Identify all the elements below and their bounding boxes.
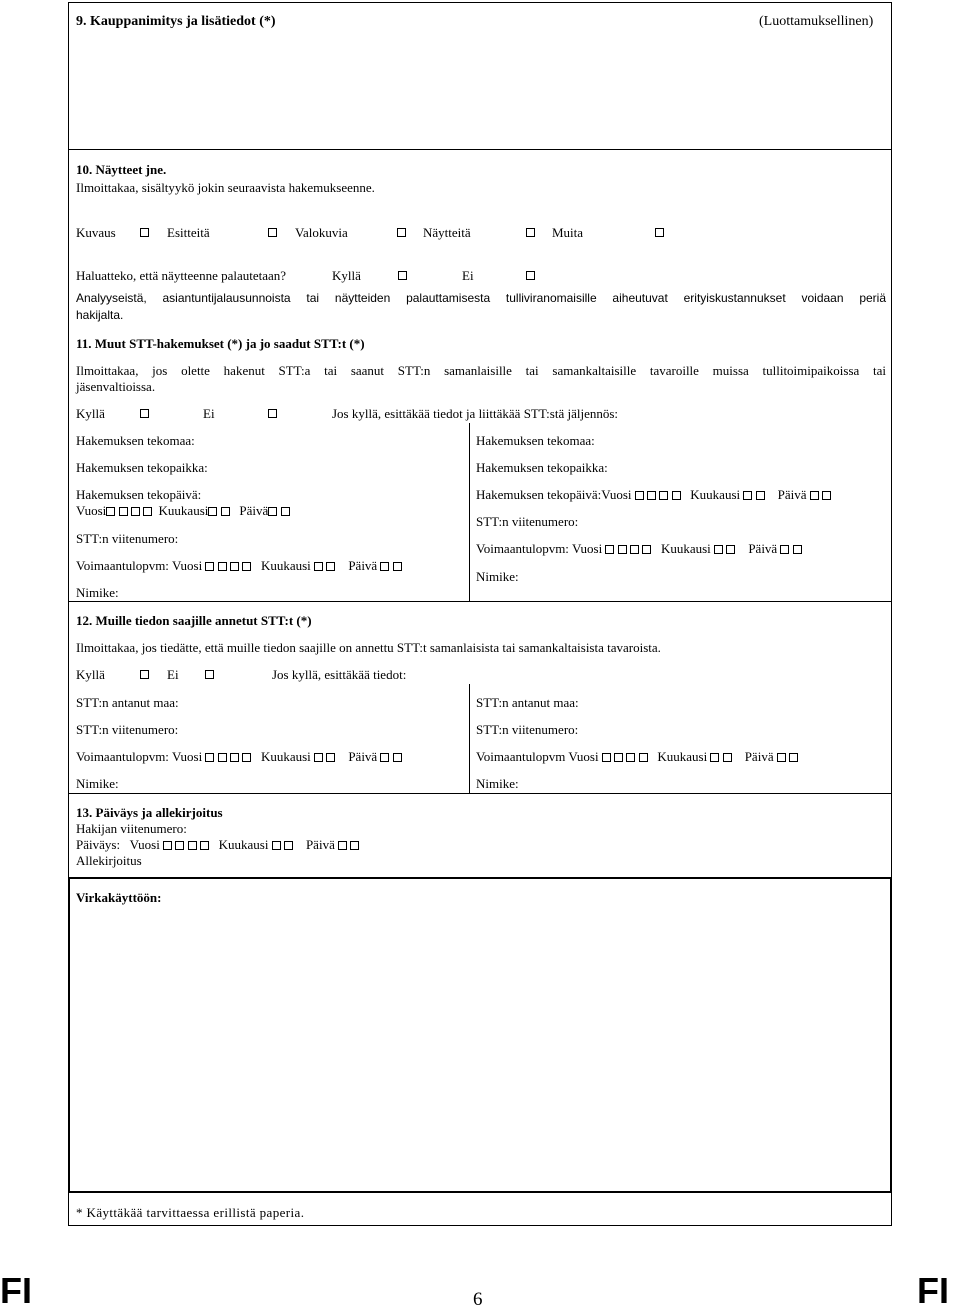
day-label: Päivä <box>239 503 269 518</box>
day-digit-box[interactable] <box>777 753 786 762</box>
attachment-naytteita <box>423 225 471 241</box>
return-yes-checkbox[interactable] <box>398 271 407 280</box>
year-digit-box[interactable] <box>626 753 635 762</box>
official-use-title: Virkakäyttöön: <box>76 890 162 905</box>
s11-right-ref: STT:n viitenumero: <box>476 514 579 529</box>
year-digit-box[interactable] <box>218 562 227 571</box>
date-fields <box>76 837 359 853</box>
year-digit-box[interactable] <box>642 545 651 554</box>
s12-bottom-rule <box>68 793 892 794</box>
attachment-label: Kuvaus <box>76 225 116 240</box>
month-label: Kuukausi <box>690 487 741 502</box>
day-digit-box[interactable] <box>789 753 798 762</box>
section-12-title: 12. Muille tiedon saajille annetut STT:t (*) <box>76 613 312 628</box>
section-9-title: 9. Kauppanimitys ja lisätiedot (*) <box>76 14 276 29</box>
year-digit-box[interactable] <box>242 562 251 571</box>
day-digit-box[interactable] <box>338 841 347 850</box>
section-10-title: 10. Näytteet jne. <box>76 162 167 177</box>
year-digit-box[interactable] <box>163 841 172 850</box>
year-digit-box[interactable] <box>605 545 614 554</box>
s11-left-maker: Hakemuksen tekomaa: <box>76 433 195 448</box>
day-digit-box[interactable] <box>822 491 831 500</box>
s12-yes-label: Kyllä <box>76 667 105 682</box>
s12-ifyes-text: Jos kyllä, esittäkää tiedot: <box>272 667 407 682</box>
month-digit-box[interactable] <box>326 562 335 571</box>
s12-no-label: Ei <box>167 667 179 682</box>
s11-ifyes-text: Jos kyllä, esittäkää tiedot ja liittäkää STT:stä jäljennös: <box>332 406 619 421</box>
year-digit-box[interactable] <box>131 507 140 516</box>
return-question: Haluatteko, että näytteenne palautetaan? <box>76 268 287 283</box>
month-label: Kuukausi <box>260 749 311 764</box>
attachment-esitteita <box>167 225 210 241</box>
s11-left-ref: STT:n viitenumero: <box>76 531 179 546</box>
month-label: Kuukausi <box>260 558 311 573</box>
year-digit-box[interactable] <box>188 841 197 850</box>
section-13-title: 13. Päiväys ja allekirjoitus <box>76 805 223 820</box>
date-label: Hakemuksen tekopäivä:Vuosi <box>476 487 632 502</box>
s11-left-place: Hakemuksen tekopaikka: <box>76 460 208 475</box>
s12-left-country: STT:n antanut maa: <box>76 695 179 710</box>
section-11-intro-line2: jäsenvaltioissa. <box>76 379 156 394</box>
month-digit-box[interactable] <box>208 507 217 516</box>
month-digit-box[interactable] <box>726 545 735 554</box>
valid-label: Voimaantulopvm Vuosi <box>476 749 599 764</box>
valokuvia-checkbox[interactable] <box>397 228 406 237</box>
s12-right-ref: STT:n viitenumero: <box>476 722 579 737</box>
year-digit-box[interactable] <box>230 562 239 571</box>
year-digit-box[interactable] <box>143 507 152 516</box>
month-digit-box[interactable] <box>723 753 732 762</box>
day-digit-box[interactable] <box>393 753 402 762</box>
s11-right-date <box>476 487 831 503</box>
year-digit-box[interactable] <box>602 753 611 762</box>
footer-country-left: FI <box>0 1270 32 1311</box>
day-label: Päivä <box>744 749 774 764</box>
s12-yes-checkbox[interactable] <box>140 670 149 679</box>
year-digit-box[interactable] <box>106 507 115 516</box>
year-digit-box[interactable] <box>647 491 656 500</box>
s11-left-date-fields <box>76 503 290 519</box>
s12-column-divider <box>469 684 470 793</box>
s11-left-name: Nimike: <box>76 585 119 600</box>
attachment-label: Muita <box>552 225 584 240</box>
day-label: Päivä <box>348 749 378 764</box>
attachment-label: Esitteitä <box>167 225 210 240</box>
year-digit-box[interactable] <box>614 753 623 762</box>
return-yes-label: Kyllä <box>332 268 361 283</box>
section-12-intro: Ilmoittakaa, jos tiedätte, että muille tiedon saajille on annettu STT:t samanlaisista tai samankaltaisista tavaroista. <box>76 640 661 655</box>
kuvaus-checkbox[interactable] <box>140 228 149 237</box>
s11-left-date: Hakemuksen tekopäivä: <box>76 487 202 502</box>
year-digit-box[interactable] <box>242 753 251 762</box>
day-label: Päivä <box>777 487 807 502</box>
year-digit-box[interactable] <box>205 562 214 571</box>
s11-column-divider <box>469 423 470 602</box>
footnote-text: * Käyttäkää tarvittaessa erillistä paperia. <box>76 1205 305 1220</box>
year-digit-box[interactable] <box>659 491 668 500</box>
return-no-label: Ei <box>462 268 474 283</box>
applicant-ref: Hakijan viitenumero: <box>76 821 187 836</box>
year-label: Vuosi <box>129 837 160 852</box>
year-digit-box[interactable] <box>639 753 648 762</box>
attachment-valokuvia <box>295 225 348 241</box>
s12-left-name: Nimike: <box>76 776 119 791</box>
month-digit-box[interactable] <box>326 753 335 762</box>
costs-note-line1: Analyyseistä, asiantuntijalausunnoista tai näytteiden palauttamisesta tulliviranomaisille aiheutuvat erityiskustannukset voidaan periä <box>76 291 886 305</box>
day-digit-box[interactable] <box>810 491 819 500</box>
page-number: 6 <box>473 1289 483 1310</box>
day-digit-box[interactable] <box>268 507 277 516</box>
s11-no-checkbox[interactable] <box>268 409 277 418</box>
day-digit-box[interactable] <box>393 562 402 571</box>
year-digit-box[interactable] <box>119 507 128 516</box>
muita-checkbox[interactable] <box>655 228 664 237</box>
s11-bottom-rule <box>68 601 892 602</box>
s12-no-checkbox[interactable] <box>205 670 214 679</box>
year-digit-box[interactable] <box>230 753 239 762</box>
year-digit-box[interactable] <box>205 753 214 762</box>
s11-right-valid <box>476 541 802 557</box>
s12-right-valid <box>476 749 798 765</box>
attachment-label: Valokuvia <box>295 225 348 240</box>
naytteita-checkbox[interactable] <box>526 228 535 237</box>
s11-no-label: Ei <box>203 406 215 421</box>
costs-note-line2: hakijalta. <box>76 308 124 322</box>
s11-yes-label: Kyllä <box>76 406 105 421</box>
s12-left-ref: STT:n viitenumero: <box>76 722 179 737</box>
day-label: Päivä <box>348 558 378 573</box>
confidential-label: (Luottamuksellinen) <box>759 14 874 29</box>
section-11-title: 11. Muut STT-hakemukset (*) ja jo saadut STT:t (*) <box>76 336 365 351</box>
day-digit-box[interactable] <box>380 753 389 762</box>
section-10-intro: Ilmoittakaa, sisältyykö jokin seuraavista hakemukseenne. <box>76 180 375 195</box>
month-digit-box[interactable] <box>710 753 719 762</box>
month-digit-box[interactable] <box>756 491 765 500</box>
month-digit-box[interactable] <box>314 753 323 762</box>
month-label: Kuukausi <box>660 541 711 556</box>
year-digit-box[interactable] <box>200 841 209 850</box>
month-label: Kuukausi <box>158 503 209 518</box>
day-digit-box[interactable] <box>780 545 789 554</box>
year-digit-box[interactable] <box>618 545 627 554</box>
s12-right-name: Nimike: <box>476 776 519 791</box>
attachment-muita <box>552 225 583 241</box>
year-digit-box[interactable] <box>672 491 681 500</box>
s11-left-valid <box>76 558 402 574</box>
day-digit-box[interactable] <box>380 562 389 571</box>
official-use-box <box>68 877 892 1193</box>
return-no-checkbox[interactable] <box>526 271 535 280</box>
month-label: Kuukausi <box>657 749 708 764</box>
valid-label: Voimaantulopvm: Vuosi <box>76 558 203 573</box>
day-label: Päivä <box>305 837 335 852</box>
month-digit-box[interactable] <box>272 841 281 850</box>
s12-left-valid <box>76 749 402 765</box>
attachment-kuvaus <box>76 225 116 241</box>
month-digit-box[interactable] <box>284 841 293 850</box>
signature-label: Allekirjoitus <box>76 853 142 868</box>
day-label: Päivä <box>748 541 778 556</box>
month-digit-box[interactable] <box>221 507 230 516</box>
footer-country-right: FI <box>917 1270 949 1311</box>
section-11-intro-line1: Ilmoittakaa, jos olette hakenut STT:a tai saanut STT:n samanlaisille tai samankaltaisille tavaroille muissa tullitoimipaikoissa tai <box>76 363 886 378</box>
s11-yes-checkbox[interactable] <box>140 409 149 418</box>
s11-right-maker: Hakemuksen tekomaa: <box>476 433 595 448</box>
s12-right-country: STT:n antanut maa: <box>476 695 579 710</box>
s11-right-place: Hakemuksen tekopaikka: <box>476 460 608 475</box>
year-digit-box[interactable] <box>630 545 639 554</box>
day-digit-box[interactable] <box>281 507 290 516</box>
month-digit-box[interactable] <box>714 545 723 554</box>
attachment-label: Näytteitä <box>423 225 471 240</box>
s11-right-name: Nimike: <box>476 569 519 584</box>
day-digit-box[interactable] <box>350 841 359 850</box>
month-digit-box[interactable] <box>314 562 323 571</box>
date-label: Päiväys: <box>76 837 121 852</box>
valid-label: Voimaantulopvm: Vuosi <box>476 541 603 556</box>
year-digit-box[interactable] <box>218 753 227 762</box>
valid-label: Voimaantulopvm: Vuosi <box>76 749 203 764</box>
month-digit-box[interactable] <box>743 491 752 500</box>
day-digit-box[interactable] <box>793 545 802 554</box>
month-label: Kuukausi <box>218 837 269 852</box>
year-digit-box[interactable] <box>175 841 184 850</box>
esitteita-checkbox[interactable] <box>268 228 277 237</box>
year-label: Vuosi <box>76 503 107 518</box>
year-digit-box[interactable] <box>635 491 644 500</box>
